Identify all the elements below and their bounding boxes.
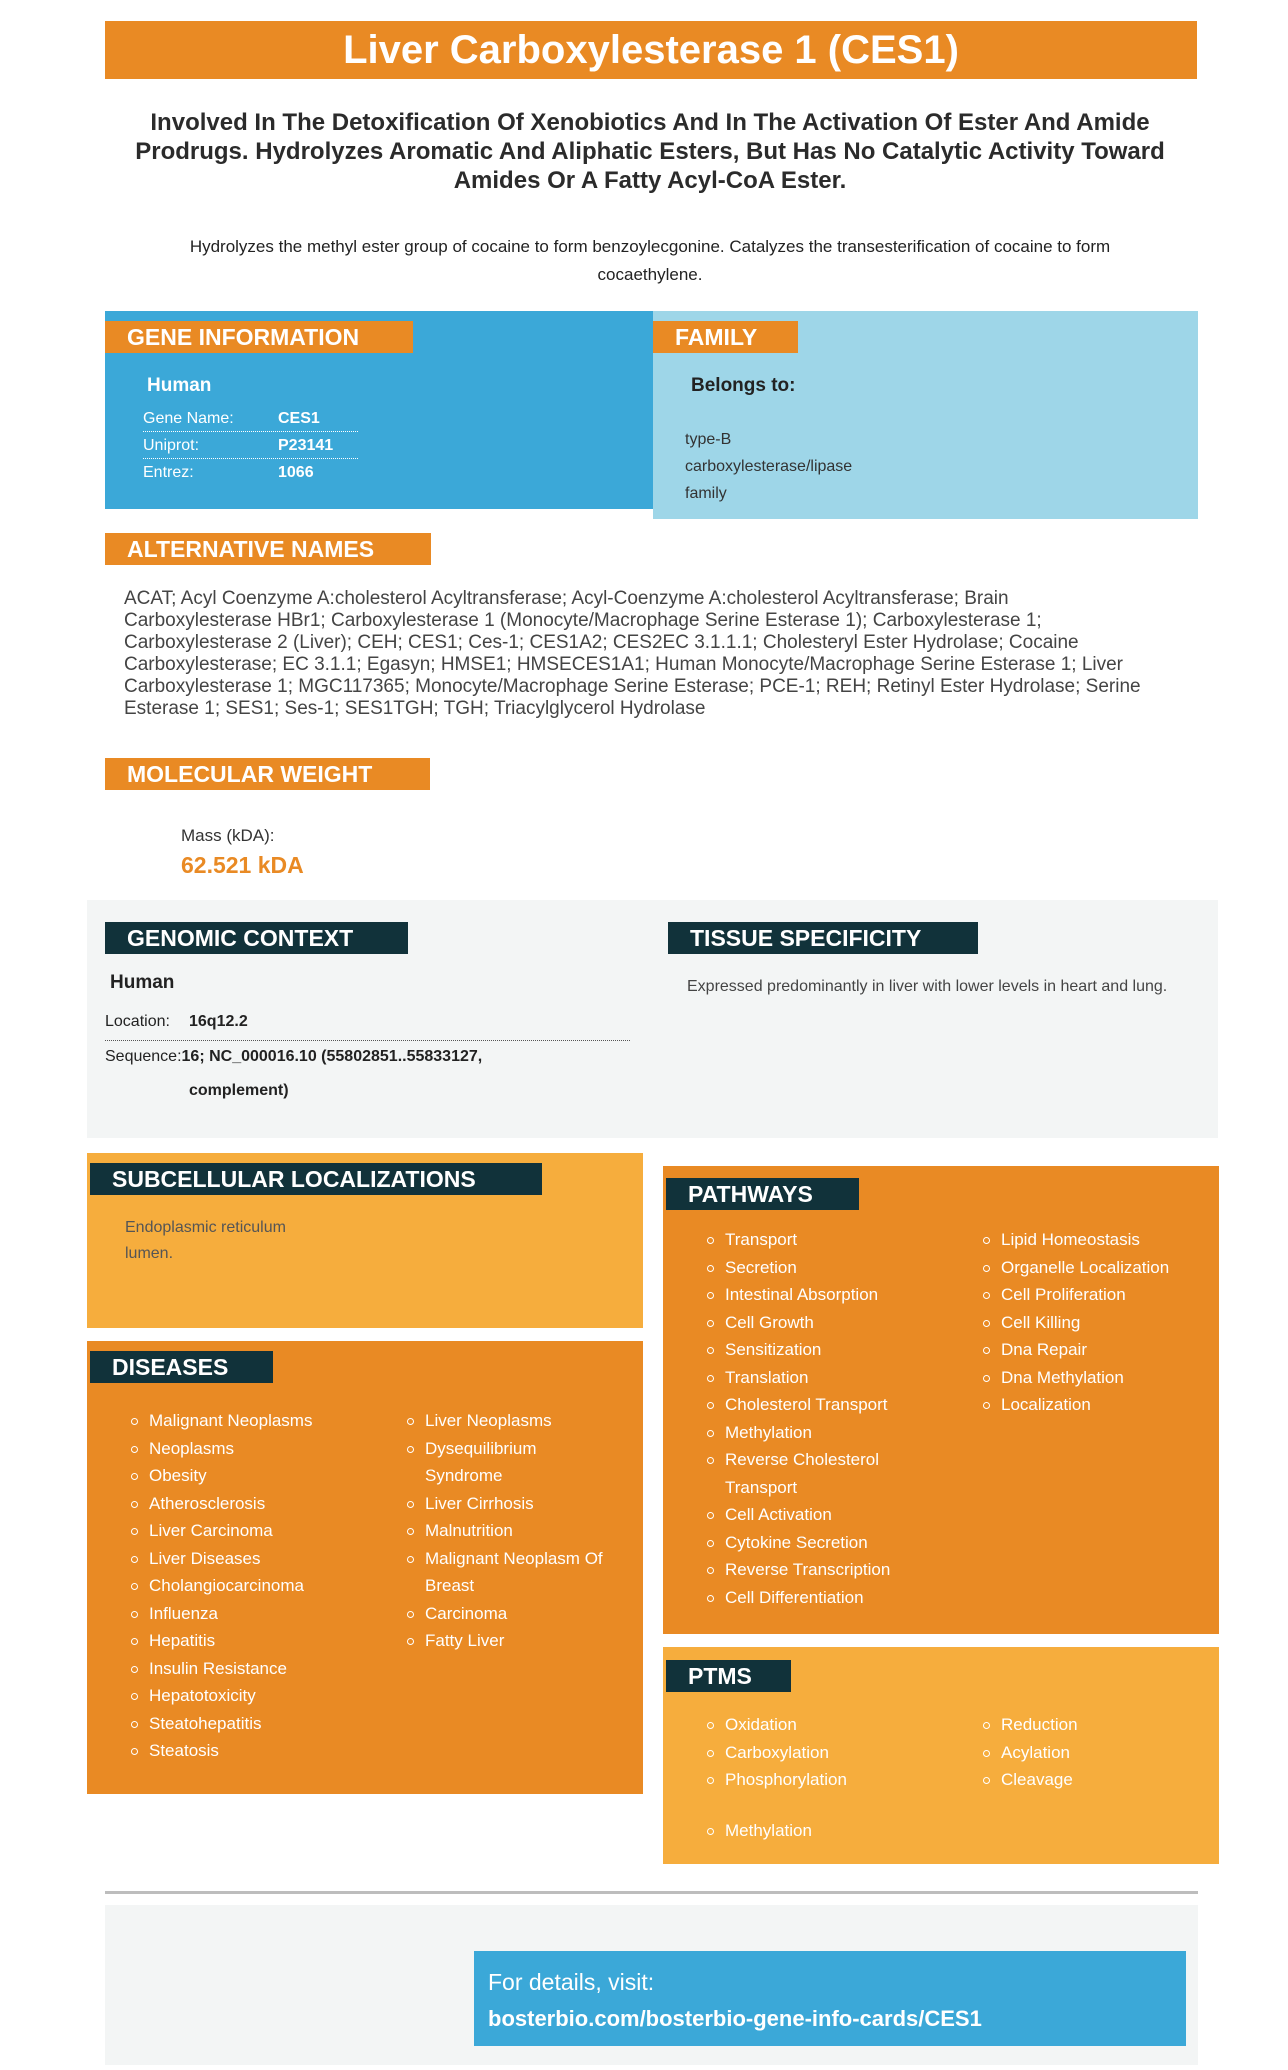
gene-information-panel: [105, 311, 653, 509]
list-item: Cholesterol Transport: [705, 1391, 890, 1419]
uniprot-value: P23141: [278, 437, 334, 454]
ptms-panel: [663, 1647, 1219, 1864]
list-item: Cleavage: [981, 1766, 1078, 1794]
list-item: Cell Growth: [705, 1309, 890, 1337]
list-item: Insulin Resistance: [129, 1655, 312, 1683]
diseases-list-right: [405, 1407, 603, 1655]
list-item: Malignant Neoplasms: [129, 1407, 312, 1435]
uniprot-row: [143, 432, 358, 459]
subcellular-line: lumen.: [125, 1245, 174, 1262]
location-row: [105, 1013, 248, 1031]
context-divider: [105, 1040, 630, 1041]
ptms-heading: PTMS: [666, 1660, 791, 1692]
sequence-row: [105, 1048, 482, 1066]
subcellular-panel: [87, 1153, 643, 1328]
list-item: Reduction: [981, 1711, 1078, 1739]
sequence-value-continued: complement): [189, 1082, 289, 1099]
details-box: [474, 1951, 1186, 2046]
list-item: Hepatotoxicity: [129, 1682, 312, 1710]
list-item: Cell Activation: [705, 1501, 890, 1529]
list-item: Oxidation: [705, 1711, 847, 1739]
genomic-context-heading: GENOMIC CONTEXT: [105, 922, 408, 954]
list-item: Malnutrition: [405, 1517, 603, 1545]
list-item: Breast: [425, 1576, 475, 1595]
alternative-names-text: ACAT; Acyl Coenzyme A:cholesterol Acyltransferase; Acyl-Coenzyme A:cholesterol Acyltransferase; Brain Carboxylesterase HBr1; Carboxylesterase 1 (Monocyte/Macrophage Serine Esterase 1); Carboxylesterase 1; Carboxylesterase 2 (Liver); CEH; CES1; Ces-1; CES1A2; CES2EC 3.1.1.1; Cholesteryl Ester Hydrolase; Cocaine Carboxylesterase; EC 3.1.1; Egasyn; HMSE1; HMSECES1A1; Human Monocyte/Macrophage Serine Esterase 1; Liver Carboxylesterase 1; MGC117365; Monocyte/Macrophage Serine Esterase; PCE-1; REH; Retinyl Ester Hydrolase; Serine Esterase 1; SES1; Ses-1; SES1TGH; TGH; Triacylglycerol Hydrolase: [124, 588, 1141, 719]
subcellular-line: Endoplasmic reticulum: [125, 1219, 286, 1236]
gene-name-row: [143, 405, 358, 432]
list-item: Sensitization: [705, 1336, 890, 1364]
list-item: Influenza: [129, 1600, 312, 1628]
list-item: Lipid Homeostasis: [981, 1226, 1169, 1254]
list-item: Liver Cirrhosis: [405, 1490, 603, 1518]
details-visit-label: For details, visit:: [488, 1969, 655, 1995]
page-title: Liver Carboxylesterase 1 (CES1): [105, 21, 1197, 79]
list-item: Phosphorylation: [705, 1766, 847, 1794]
subcellular-heading: SUBCELLULAR LOCALIZATIONS: [90, 1163, 542, 1195]
list-item: Hepatitis: [129, 1627, 312, 1655]
pathways-heading: PATHWAYS: [666, 1178, 859, 1210]
diseases-heading: DISEASES: [90, 1351, 273, 1383]
list-item: Intestinal Absorption: [705, 1281, 890, 1309]
function-text: Hydrolyzes the methyl ester group of cocaine to form benzoylecgonine. Catalyzes the transesterification of cocaine to form cocaethylene.: [189, 237, 1111, 284]
list-item: Obesity: [129, 1462, 312, 1490]
list-item: Organelle Localization: [981, 1254, 1169, 1282]
list-item: Neoplasms: [129, 1435, 312, 1463]
list-item: Carcinoma: [405, 1600, 603, 1628]
gene-species: Human: [147, 375, 212, 396]
ptms-list-extra: [705, 1817, 812, 1845]
list-item: Secretion: [705, 1254, 890, 1282]
list-item: Cholangiocarcinoma: [129, 1572, 312, 1600]
list-item: Fatty Liver: [405, 1627, 603, 1655]
list-item: Steatohepatitis: [129, 1710, 312, 1738]
list-item: Cell Differentiation: [705, 1584, 890, 1612]
footer-divider: [105, 1891, 1198, 1894]
diseases-list-left: [129, 1407, 312, 1765]
list-item: Liver Carcinoma: [129, 1517, 312, 1545]
ptms-list-left: [705, 1711, 847, 1794]
sequence-value: 16; NC_000016.10 (55802851..55833127,: [181, 1048, 483, 1065]
genomic-tissue-panel: [87, 900, 1218, 1138]
family-line: type-B: [685, 431, 732, 448]
entrez-label: Entrez:: [143, 464, 194, 481]
entrez-value: 1066: [278, 464, 314, 481]
list-item: Methylation: [705, 1817, 812, 1845]
mass-value: 62.521 kDA: [181, 852, 304, 878]
tissue-specificity-heading: TISSUE SPECIFICITY: [668, 922, 978, 954]
list-item: Malignant Neoplasm Of: [405, 1545, 603, 1573]
details-link[interactable]: bosterbio.com/bosterbio-gene-info-cards/CES1: [488, 2006, 982, 2031]
pathways-panel: [663, 1166, 1219, 1634]
sequence-label: Sequence:: [105, 1048, 182, 1065]
location-value: 16q12.2: [189, 1013, 248, 1030]
function-heading: Involved In The Detoxification Of Xenobiotics And In The Activation Of Ester And Amide Prodrugs. Hydrolyzes Aromatic And Aliphatic Esters, But Has No Catalytic Activity Toward Amides Or A Fatty Acyl-CoA Ester.: [135, 109, 1165, 194]
entrez-row: [143, 459, 358, 486]
list-item: Atherosclerosis: [129, 1490, 312, 1518]
pathways-list-left: [705, 1226, 890, 1611]
list-item: Dna Methylation: [981, 1364, 1169, 1392]
mass-label: Mass (kDA):: [181, 826, 275, 845]
list-item: Localization: [981, 1391, 1169, 1419]
list-item: Transport: [725, 1477, 798, 1497]
uniprot-label: Uniprot:: [143, 437, 200, 454]
alternative-names-heading: ALTERNATIVE NAMES: [105, 533, 431, 565]
genomic-species: Human: [110, 972, 175, 993]
tissue-specificity-text: Expressed predominantly in liver with lower levels in heart and lung.: [687, 978, 1168, 995]
subcellular-text: [125, 1215, 286, 1267]
family-lines: [685, 426, 852, 507]
molecular-weight-heading: MOLECULAR WEIGHT: [105, 758, 430, 790]
list-item: Reverse Transcription: [705, 1556, 890, 1584]
list-item: Reverse Cholesterol: [705, 1446, 890, 1474]
gene-name-value: CES1: [278, 410, 320, 427]
list-item: Cell Proliferation: [981, 1281, 1169, 1309]
family-belongs-label: Belongs to:: [691, 375, 796, 396]
family-line: family: [685, 485, 727, 502]
list-item: Acylation: [981, 1739, 1078, 1767]
list-item: Dna Repair: [981, 1336, 1169, 1364]
list-item: Liver Diseases: [129, 1545, 312, 1573]
family-line: carboxylesterase/lipase: [685, 458, 853, 475]
family-panel: [653, 311, 1198, 519]
list-item: Translation: [705, 1364, 890, 1392]
family-heading: FAMILY: [653, 321, 798, 353]
list-item: Syndrome: [425, 1466, 503, 1485]
pathways-list-right: [981, 1226, 1169, 1419]
gene-name-label: Gene Name:: [143, 410, 234, 427]
list-item: Cytokine Secretion: [705, 1529, 890, 1557]
list-item: Dysequilibrium: [405, 1435, 603, 1463]
location-label: Location:: [105, 1013, 170, 1030]
list-item: Liver Neoplasms: [405, 1407, 603, 1435]
ptms-list-right: [981, 1711, 1078, 1794]
list-item: Cell Killing: [981, 1309, 1169, 1337]
diseases-panel: [87, 1341, 643, 1794]
list-item: Methylation: [705, 1419, 890, 1447]
gene-information-heading: GENE INFORMATION: [105, 321, 413, 353]
list-item: Transport: [705, 1226, 890, 1254]
list-item: Carboxylation: [705, 1739, 847, 1767]
list-item: Steatosis: [129, 1737, 312, 1765]
